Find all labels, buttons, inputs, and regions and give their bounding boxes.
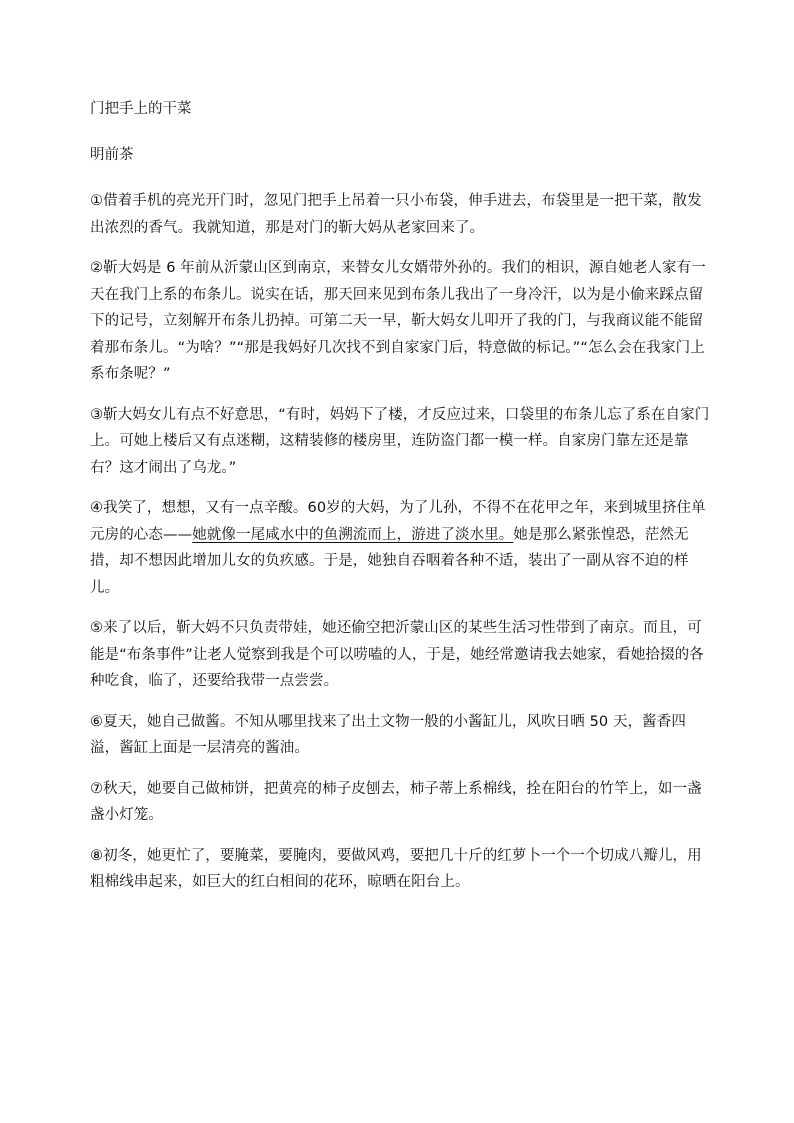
document-page: [90, 98, 710, 910]
paragraph-1: ①借着手机的亮光开门时，忽见门把手上吊着一只小布袋，伸手进去，布袋里是一把干菜，散发出浓烈的香气。我就知道，那是对门的靳大妈从老家回来了。: [90, 193, 702, 236]
paragraph-7: ⑦秋天，她要自己做柿饼，把黄亮的柿子皮刨去，柿子蒂上系棉线，拴在阳台的竹竿上，如一盏盏小灯笼。: [90, 780, 702, 823]
paragraph-3: ③靳大妈女儿有点不好意思，“有时，妈妈下了楼，才反应过来，口袋里的布条儿忘了系在自家门上。可她上楼后又有点迷糊，这精装修的楼房里，连防盗门都一模一样。自家房门靠左还是靠右？这才闹出了乌龙。”: [90, 406, 710, 476]
paragraph-5: ⑤来了以后，靳大妈不只负责带娃，她还偷空把沂蒙山区的某些生活习性带到了南京。而且，可能是“布条事件”让老人觉察到我是个可以唠嗑的人，于是，她经常邀请我去她家，看她拾掇的各种吃食，临了，还要给我带一点尝尝。: [90, 620, 704, 689]
paragraph-2: ②靳大妈是 6 年前从沂蒙山区到南京，来替女儿女婿带外孙的。我们的相识，源自她老人家有一天在我门上系的布条儿。说实在话，那天回来见到布条儿我出了一身冷汗，以为是小偷来踩点留下的记号，立刻解开布条儿扔掉。可第二天一早，靳大妈女儿叩开了我的门，与我商议能不能留着那布条儿。“为啥？”“那是我妈好几次找不到自家家门后，特意做的标记。”“怎么会在我家门上系布条呢？”: [90, 260, 706, 382]
article-title: 门把手上的干菜: [90, 101, 192, 117]
paragraph-6: ⑥夏天，她自己做酱。不知从哪里找来了出土文物一般的小酱缸儿，风吹日晒 50 天，酱香四溢，酱缸上面是一层清亮的酱油。: [90, 713, 686, 756]
paragraph-8: ⑧初冬，她更忙了，要腌菜，要腌肉，要做风鸡，要把几十斤的红萝卜一个一个切成八瓣儿，用粗棉线串起来，如巨大的红白相间的花环，晾晒在阳台上。: [90, 847, 702, 890]
article-author: 明前茶: [90, 147, 134, 163]
paragraph-4: [90, 495, 710, 601]
paragraph-4-underlined-sentence: 她就像一尾咸水中的鱼溯流而上，游进了淡水里。: [192, 526, 514, 543]
paragraph-4-before: ④我笑了，想想，又有一点辛酸。60岁的大妈，为了儿孙，不得不在花甲之年，来到城里挤住单元房的心态——: [90, 500, 706, 543]
paragraph-4-after: 她是那么紧张惶恐，茫然无措，却不想因此增加儿女的负疚感。于是，她独自吞咽着各种不适，装出了一副从容不迫的样儿。: [90, 526, 689, 596]
